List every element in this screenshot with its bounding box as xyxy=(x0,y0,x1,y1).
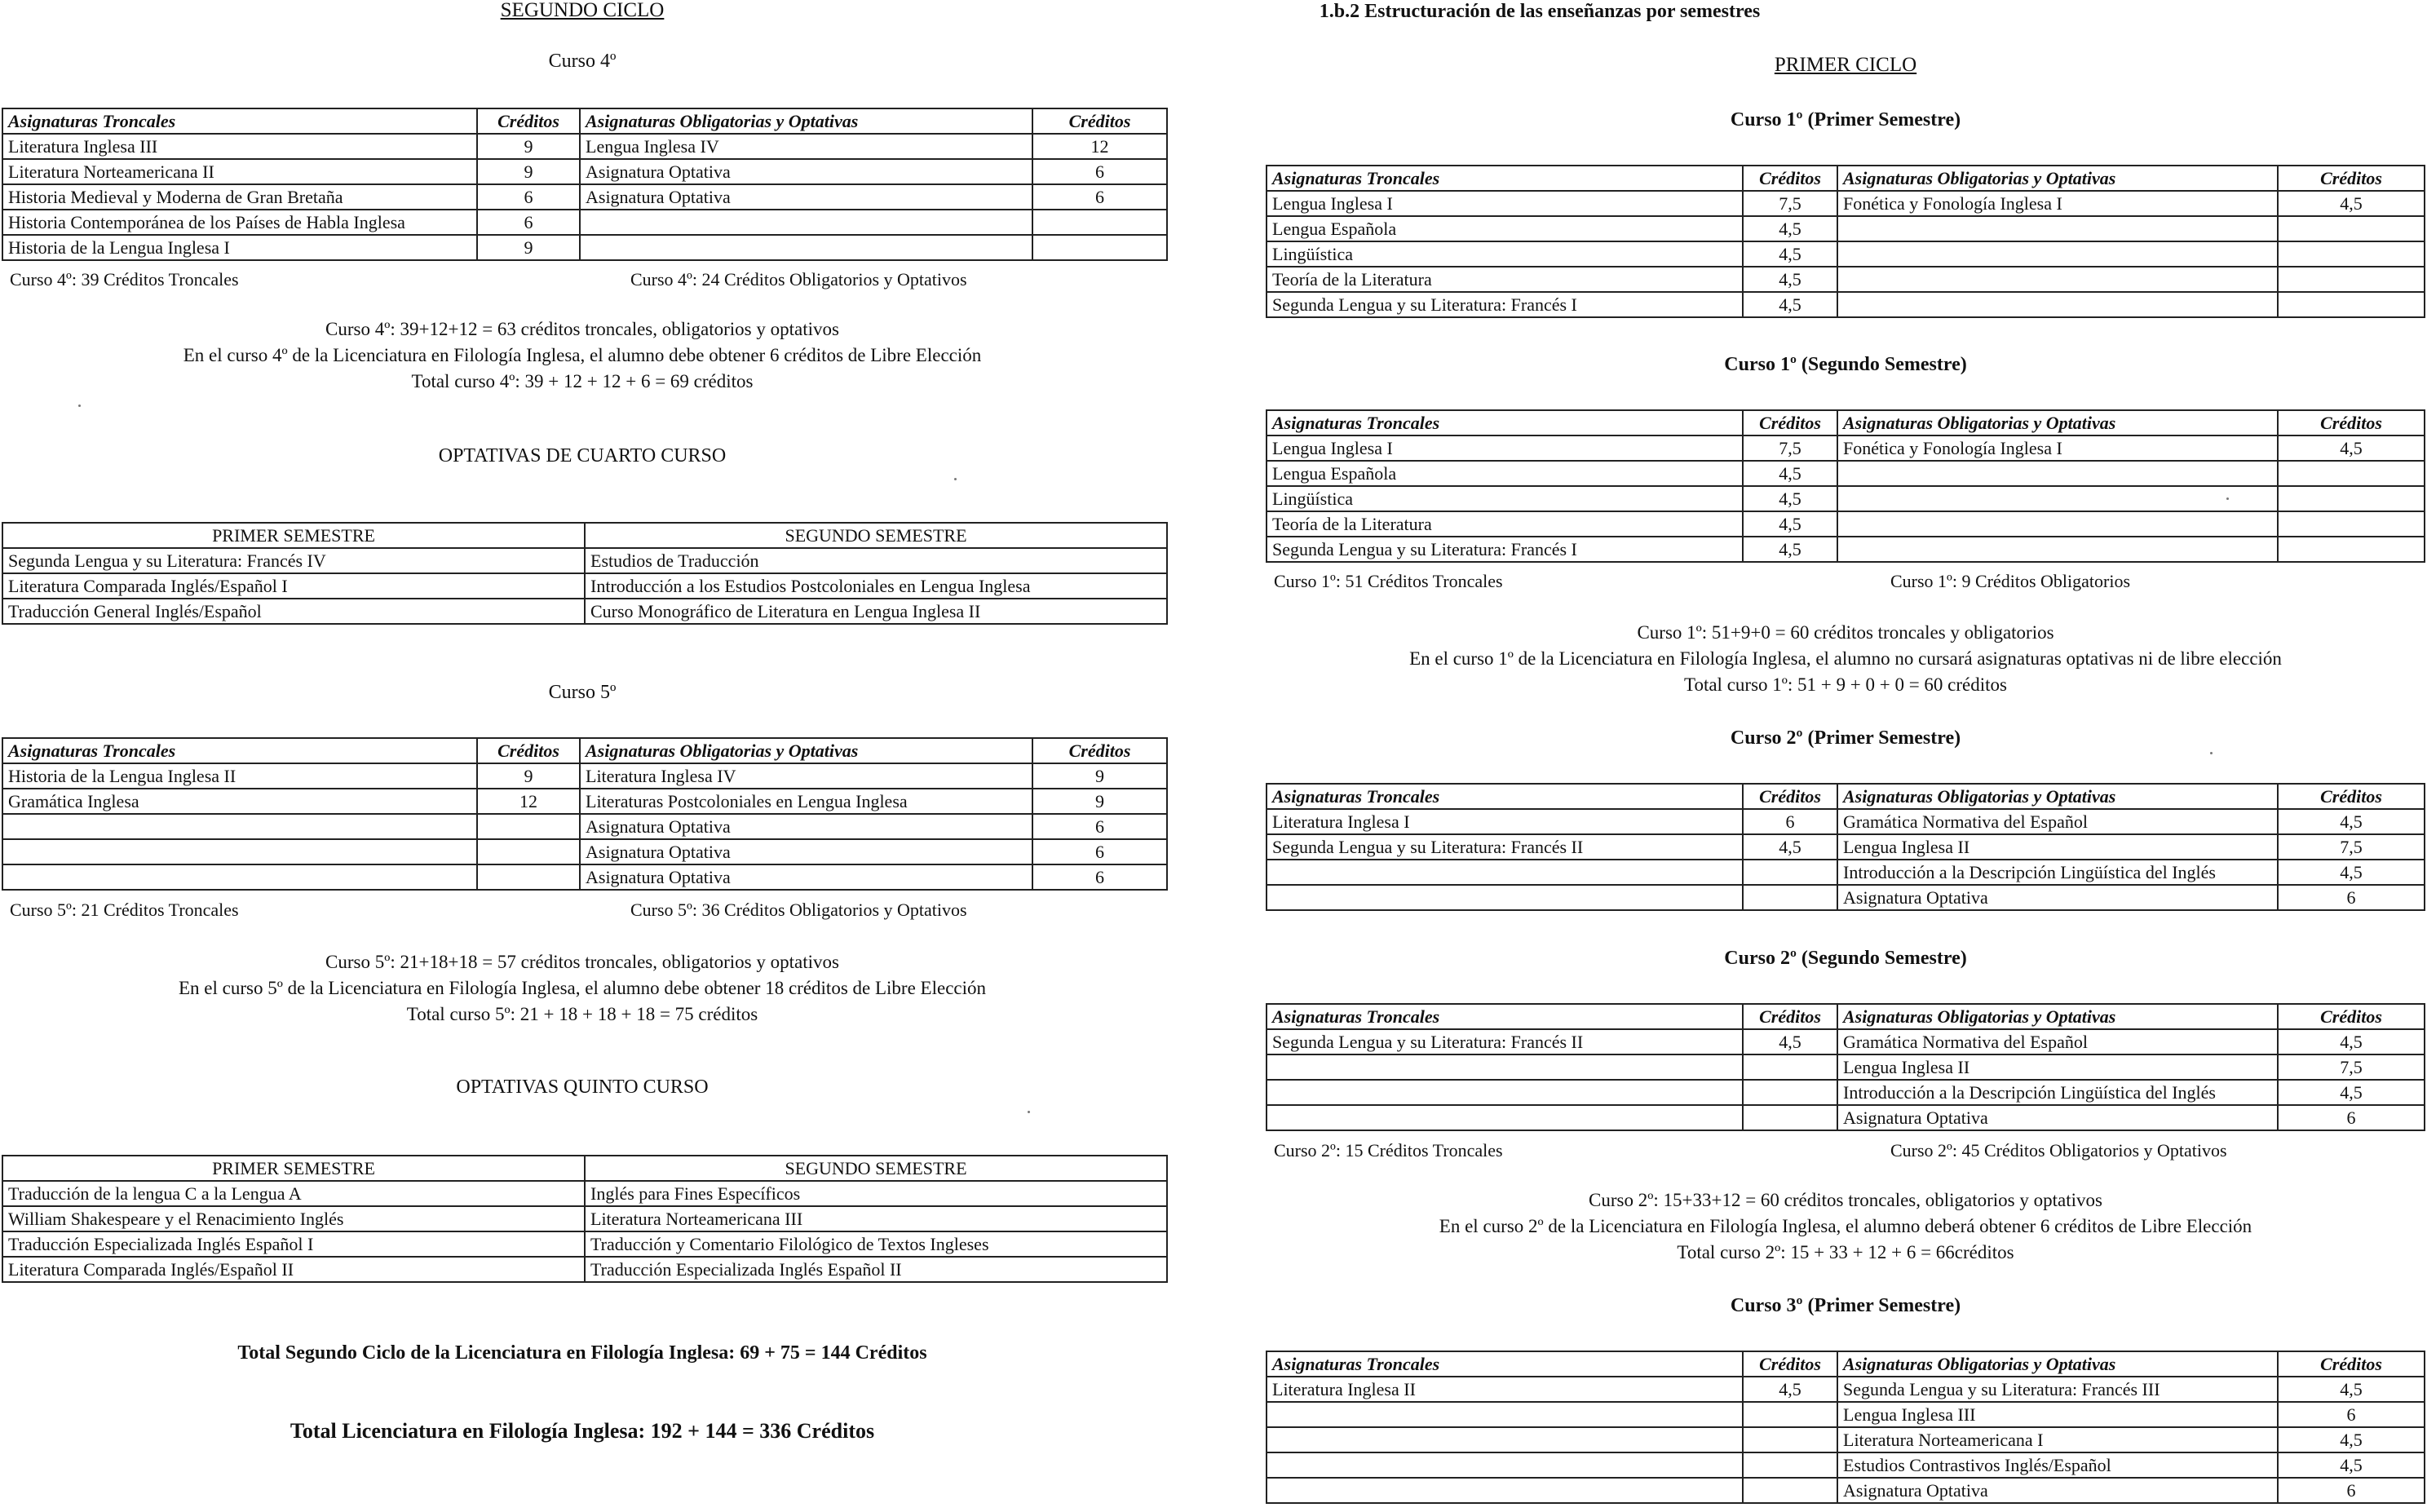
summary-line: En el curso 2º de la Licenciatura en Filología Inglesa, el alumno deberá obtener 6 créditos de Libre Elección xyxy=(1439,1216,2252,1236)
credits-cell: 4,5 xyxy=(2278,1377,2425,1402)
subject-cell xyxy=(2,814,477,839)
table-row xyxy=(1267,1029,2425,1054)
credits-cell xyxy=(1743,1402,1837,1427)
column-header: Asignaturas Obligatorias y Optativas xyxy=(1837,1004,2278,1029)
subject-cell: Literatura Inglesa IV xyxy=(580,763,1032,789)
credits-cell: 4,5 xyxy=(2278,435,2425,461)
subject-cell: William Shakespeare y el Renacimiento Inglés xyxy=(2,1206,585,1231)
subject-cell xyxy=(580,235,1032,260)
column-header: Créditos xyxy=(1032,738,1167,763)
credits-cell xyxy=(477,814,580,839)
subject-cell: Introducción a los Estudios Postcoloniales en Lengua Inglesa xyxy=(585,573,1167,599)
subject-cell: Curso Monográfico de Literatura en Lengua Inglesa II xyxy=(585,599,1167,624)
table-row xyxy=(1267,486,2425,511)
table-row xyxy=(1267,1478,2425,1503)
subject-cell: Teoría de la Literatura xyxy=(1267,267,1743,292)
subject-cell: Literatura Inglesa I xyxy=(1267,809,1743,834)
table-row xyxy=(1267,461,2425,486)
subject-cell: Asignatura Optativa xyxy=(580,159,1032,184)
subject-cell: Literatura Comparada Inglés/Español I xyxy=(2,573,585,599)
summary-line: Curso 2º: 15+33+12 = 60 créditos troncales, obligatorios y optativos xyxy=(1589,1190,2102,1210)
credits-cell: 4,5 xyxy=(1743,537,1837,562)
credits-cell xyxy=(1743,1105,1837,1130)
column-header: Asignaturas Obligatorias y Optativas xyxy=(1837,1351,2278,1377)
subject-cell: Traducción Especializada Inglés Español II xyxy=(585,1257,1167,1282)
credits-cell: 6 xyxy=(2278,885,2425,910)
table-header-row xyxy=(1267,166,2425,191)
c1s2-table xyxy=(1266,409,2425,563)
subject-cell xyxy=(1837,216,2278,241)
subject-cell xyxy=(1267,1478,1743,1503)
subject-cell: Segunda Lengua y su Literatura: Francés I xyxy=(1267,292,1743,317)
column-header: Asignaturas Troncales xyxy=(1267,166,1743,191)
subject-cell: Asignatura Optativa xyxy=(580,864,1032,890)
subject-cell: Literaturas Postcoloniales en Lengua Inglesa xyxy=(580,789,1032,814)
subject-cell xyxy=(1837,461,2278,486)
credits-cell: 7,5 xyxy=(2278,1054,2425,1080)
credits-cell: 4,5 xyxy=(1743,461,1837,486)
subject-cell xyxy=(1267,860,1743,885)
c2-caption-troncales: Curso 2º: 15 Créditos Troncales xyxy=(1274,1140,1503,1161)
summary-line: Curso 1º: 51+9+0 = 60 créditos troncales y obligatorios xyxy=(1637,622,2054,643)
credits-cell: 4,5 xyxy=(1743,834,1837,860)
column-header: Créditos xyxy=(1743,1351,1837,1377)
subject-cell: Asignatura Optativa xyxy=(580,814,1032,839)
table-header-row xyxy=(2,523,1167,548)
table-row xyxy=(2,839,1167,864)
c2s2-table xyxy=(1266,1003,2425,1131)
table-row xyxy=(1267,1105,2425,1130)
subject-cell: Lingüística xyxy=(1267,241,1743,267)
scan-speck xyxy=(2226,497,2229,500)
curso5-table xyxy=(2,737,1168,891)
credits-cell: 4,5 xyxy=(2278,860,2425,885)
c1s1-table xyxy=(1266,165,2425,318)
subject-cell: Historia Medieval y Moderna de Gran Bretaña xyxy=(2,184,477,210)
subject-cell: Lengua Inglesa II xyxy=(1837,1054,2278,1080)
credits-cell: 4,5 xyxy=(1743,267,1837,292)
subject-cell: Lengua Española xyxy=(1267,216,1743,241)
summary-line: En el curso 4º de la Licenciatura en Filología Inglesa, el alumno debe obtener 6 créditos de Libre Elección xyxy=(183,345,982,365)
subject-cell xyxy=(1267,1452,1743,1478)
column-header: Créditos xyxy=(1743,410,1837,435)
credits-cell xyxy=(1743,1054,1837,1080)
credits-cell: 6 xyxy=(477,184,580,210)
credits-cell: 9 xyxy=(477,134,580,159)
subject-cell: Gramática Normativa del Español xyxy=(1837,1029,2278,1054)
credits-cell xyxy=(1743,885,1837,910)
subject-cell xyxy=(1267,1402,1743,1427)
credits-cell xyxy=(2278,216,2425,241)
subject-cell: Traducción y Comentario Filológico de Textos Ingleses xyxy=(585,1231,1167,1257)
table-row xyxy=(1267,241,2425,267)
subject-cell: Asignatura Optativa xyxy=(580,839,1032,864)
curso4-table xyxy=(2,108,1168,261)
c2-summary xyxy=(1264,1187,2427,1266)
credits-cell: 7,5 xyxy=(1743,191,1837,216)
credits-cell: 7,5 xyxy=(1743,435,1837,461)
subject-cell: Segunda Lengua y su Literatura: Francés II xyxy=(1267,1029,1743,1054)
table-row xyxy=(2,1206,1167,1231)
curso5-title: Curso 5º xyxy=(548,682,617,703)
subject-cell: Literatura Norteamericana II xyxy=(2,159,477,184)
column-header: Créditos xyxy=(1743,1004,1837,1029)
curso4-caption-obligatorios: Curso 4º: 24 Créditos Obligatorios y Optativos xyxy=(630,269,967,290)
c1s1-title: Curso 1º (Primer Semestre) xyxy=(1730,109,1961,130)
scan-speck xyxy=(78,405,81,407)
table-row xyxy=(2,548,1167,573)
table-row xyxy=(2,599,1167,624)
subject-cell: Introducción a la Descripción Lingüística del Inglés xyxy=(1837,860,2278,885)
subject-cell: Segunda Lengua y su Literatura: Francés I xyxy=(1267,537,1743,562)
subject-cell xyxy=(1837,241,2278,267)
credits-cell xyxy=(1743,1478,1837,1503)
table-row xyxy=(1267,1402,2425,1427)
credits-cell xyxy=(477,839,580,864)
credits-cell: 6 xyxy=(1743,809,1837,834)
summary-line: Total curso 1º: 51 + 9 + 0 + 0 = 60 créditos xyxy=(1684,674,2007,695)
subject-cell: Asignatura Optativa xyxy=(1837,1478,2278,1503)
credits-cell xyxy=(1743,1080,1837,1105)
subject-cell xyxy=(1837,267,2278,292)
column-header: SEGUNDO SEMESTRE xyxy=(585,1156,1167,1181)
table-row xyxy=(1267,435,2425,461)
column-header: Asignaturas Obligatorias y Optativas xyxy=(1837,410,2278,435)
subject-cell: Lengua Inglesa IV xyxy=(580,134,1032,159)
subject-cell: Lingüística xyxy=(1267,486,1743,511)
subject-cell: Literatura Norteamericana III xyxy=(585,1206,1167,1231)
column-header: Asignaturas Troncales xyxy=(1267,1351,1743,1377)
subject-cell xyxy=(1837,486,2278,511)
curso5-caption-obligatorios: Curso 5º: 36 Créditos Obligatorios y Optativos xyxy=(630,900,967,920)
table-row xyxy=(1267,191,2425,216)
column-header: SEGUNDO SEMESTRE xyxy=(585,523,1167,548)
credits-cell: 6 xyxy=(2278,1478,2425,1503)
table-row xyxy=(1267,292,2425,317)
column-header: Asignaturas Troncales xyxy=(2,738,477,763)
table-row xyxy=(2,763,1167,789)
c2s1-title: Curso 2º (Primer Semestre) xyxy=(1730,727,1961,749)
credits-cell: 9 xyxy=(1032,789,1167,814)
credits-cell: 4,5 xyxy=(2278,1029,2425,1054)
c3s1-title: Curso 3º (Primer Semestre) xyxy=(1730,1295,1961,1316)
subject-cell: Estudios Contrastivos Inglés/Español xyxy=(1837,1452,2278,1478)
credits-cell xyxy=(1743,1452,1837,1478)
credits-cell xyxy=(477,864,580,890)
table-row xyxy=(2,1181,1167,1206)
column-header: Créditos xyxy=(477,108,580,134)
subject-cell: Lengua Española xyxy=(1267,461,1743,486)
c1-summary xyxy=(1264,620,2427,698)
column-header: Asignaturas Obligatorias y Optativas xyxy=(580,738,1032,763)
credits-cell: 4,5 xyxy=(1743,1029,1837,1054)
column-header: Créditos xyxy=(1743,784,1837,809)
table-header-row xyxy=(2,738,1167,763)
credits-cell: 12 xyxy=(1032,134,1167,159)
subject-cell: Historia de la Lengua Inglesa I xyxy=(2,235,477,260)
curso4-caption-troncales: Curso 4º: 39 Créditos Troncales xyxy=(10,269,239,290)
summary-line: Curso 5º: 21+18+18 = 57 créditos troncales, obligatorios y optativos xyxy=(325,952,839,972)
column-header: Asignaturas Obligatorias y Optativas xyxy=(1837,166,2278,191)
c2-caption-obligatorios: Curso 2º: 45 Créditos Obligatorios y Optativos xyxy=(1890,1140,2227,1161)
credits-cell: 4,5 xyxy=(2278,809,2425,834)
credits-cell: 6 xyxy=(1032,159,1167,184)
table-row xyxy=(1267,834,2425,860)
scan-speck xyxy=(1028,1111,1030,1113)
credits-cell: 9 xyxy=(477,159,580,184)
subject-cell: Introducción a la Descripción Lingüística del Inglés xyxy=(1837,1080,2278,1105)
table-header-row xyxy=(1267,410,2425,435)
column-header: Asignaturas Troncales xyxy=(1267,1004,1743,1029)
optativas5-table xyxy=(2,1155,1168,1283)
subject-cell xyxy=(1267,1080,1743,1105)
c1-caption-troncales: Curso 1º: 51 Créditos Troncales xyxy=(1274,571,1503,591)
credits-cell: 6 xyxy=(1032,839,1167,864)
credits-cell: 9 xyxy=(477,235,580,260)
credits-cell: 4,5 xyxy=(1743,292,1837,317)
c2s1-table xyxy=(1266,783,2425,911)
subject-cell: Literatura Inglesa II xyxy=(1267,1377,1743,1402)
subject-cell: Asignatura Optativa xyxy=(580,184,1032,210)
column-header: Créditos xyxy=(1743,166,1837,191)
c1s2-title: Curso 1º (Segundo Semestre) xyxy=(1724,354,1967,375)
subject-cell: Traducción de la lengua C a la Lengua A xyxy=(2,1181,585,1206)
subject-cell: Fonética y Fonología Inglesa I xyxy=(1837,435,2278,461)
credits-cell xyxy=(1032,235,1167,260)
subject-cell: Lengua Inglesa I xyxy=(1267,191,1743,216)
credits-cell: 6 xyxy=(1032,814,1167,839)
subject-cell: Lengua Inglesa III xyxy=(1837,1402,2278,1427)
column-header: Asignaturas Troncales xyxy=(2,108,477,134)
scan-speck xyxy=(2210,752,2213,754)
table-row xyxy=(2,573,1167,599)
table-row xyxy=(1267,1452,2425,1478)
credits-cell xyxy=(2278,511,2425,537)
table-row xyxy=(1267,1427,2425,1452)
subject-cell: Traducción General Inglés/Español xyxy=(2,599,585,624)
table-row xyxy=(2,159,1167,184)
subject-cell xyxy=(2,839,477,864)
subject-cell: Teoría de la Literatura xyxy=(1267,511,1743,537)
subject-cell: Segunda Lengua y su Literatura: Francés II xyxy=(1267,834,1743,860)
column-header: Asignaturas Obligatorias y Optativas xyxy=(580,108,1032,134)
column-header: Créditos xyxy=(2278,166,2425,191)
credits-cell: 4,5 xyxy=(1743,1377,1837,1402)
column-header: Créditos xyxy=(2278,784,2425,809)
table-row xyxy=(2,1257,1167,1282)
table-row xyxy=(1267,216,2425,241)
table-row xyxy=(2,789,1167,814)
subject-cell xyxy=(1267,885,1743,910)
subject-cell: Lengua Inglesa II xyxy=(1837,834,2278,860)
column-header: Créditos xyxy=(2278,1004,2425,1029)
table-row xyxy=(1267,1377,2425,1402)
table-row xyxy=(1267,537,2425,562)
credits-cell xyxy=(2278,461,2425,486)
table-row xyxy=(1267,860,2425,885)
summary-line: Total curso 4º: 39 + 12 + 12 + 6 = 69 créditos xyxy=(411,371,754,391)
table-row xyxy=(2,864,1167,890)
subject-cell: Estudios de Traducción xyxy=(585,548,1167,573)
column-header: Asignaturas Troncales xyxy=(1267,784,1743,809)
subject-cell xyxy=(1267,1427,1743,1452)
subject-cell: Asignatura Optativa xyxy=(1837,885,2278,910)
summary-line: En el curso 5º de la Licenciatura en Filología Inglesa, el alumno debe obtener 18 créditos de Libre Elección xyxy=(178,978,986,998)
optativas4-table xyxy=(2,522,1168,625)
column-header: PRIMER SEMESTRE xyxy=(2,523,585,548)
subject-cell: Segunda Lengua y su Literatura: Francés III xyxy=(1837,1377,2278,1402)
total-licenciatura: Total Licenciatura en Filología Inglesa: 192 + 144 = 336 Créditos xyxy=(290,1419,875,1443)
table-row xyxy=(1267,1080,2425,1105)
primer-ciclo-title: PRIMER CICLO xyxy=(1774,54,1917,76)
c1-caption-obligatorios: Curso 1º: 9 Créditos Obligatorios xyxy=(1890,571,2131,591)
subject-cell xyxy=(1837,537,2278,562)
curso4-title: Curso 4º xyxy=(548,51,617,72)
subject-cell xyxy=(1837,292,2278,317)
table-header-row xyxy=(2,108,1167,134)
optativas5-title: OPTATIVAS QUINTO CURSO xyxy=(456,1077,709,1098)
subject-cell: Historia Contemporánea de los Países de Habla Inglesa xyxy=(2,210,477,235)
credits-cell: 6 xyxy=(477,210,580,235)
credits-cell: 6 xyxy=(1032,864,1167,890)
c3s1-table xyxy=(1266,1351,2425,1504)
subject-cell xyxy=(1837,511,2278,537)
credits-cell: 4,5 xyxy=(2278,191,2425,216)
credits-cell: 9 xyxy=(477,763,580,789)
column-header: Asignaturas Obligatorias y Optativas xyxy=(1837,784,2278,809)
credits-cell: 7,5 xyxy=(2278,834,2425,860)
table-row xyxy=(2,210,1167,235)
subject-cell: Literatura Comparada Inglés/Español II xyxy=(2,1257,585,1282)
column-header: PRIMER SEMESTRE xyxy=(2,1156,585,1181)
table-header-row xyxy=(1267,1004,2425,1029)
summary-line: Curso 4º: 39+12+12 = 63 créditos troncales, obligatorios y optativos xyxy=(325,319,839,339)
section-heading: 1.b.2 Estructuración de las enseñanzas por semestres xyxy=(1319,1,1761,22)
subject-cell: Lengua Inglesa I xyxy=(1267,435,1743,461)
credits-cell xyxy=(2278,292,2425,317)
credits-cell: 4,5 xyxy=(1743,241,1837,267)
summary-line: Total curso 2º: 15 + 33 + 12 + 6 = 66créditos xyxy=(1677,1242,2014,1262)
curso5-summary xyxy=(0,949,1165,1028)
credits-cell: 4,5 xyxy=(2278,1080,2425,1105)
credits-cell: 6 xyxy=(2278,1105,2425,1130)
curso5-caption-troncales: Curso 5º: 21 Créditos Troncales xyxy=(10,900,239,920)
table-row xyxy=(2,235,1167,260)
credits-cell xyxy=(1743,1427,1837,1452)
credits-cell: 4,5 xyxy=(1743,511,1837,537)
subject-cell xyxy=(2,864,477,890)
credits-cell: 4,5 xyxy=(2278,1452,2425,1478)
table-row xyxy=(1267,511,2425,537)
subject-cell: Literatura Inglesa III xyxy=(2,134,477,159)
credits-cell: 4,5 xyxy=(1743,216,1837,241)
summary-line: En el curso 1º de la Licenciatura en Filología Inglesa, el alumno no cursará asignaturas optativas ni de libre elección xyxy=(1409,648,2282,669)
table-row xyxy=(1267,267,2425,292)
segundo-ciclo-title: SEGUNDO CICLO xyxy=(500,0,665,21)
credits-cell: 4,5 xyxy=(1743,486,1837,511)
subject-cell: Gramática Normativa del Español xyxy=(1837,809,2278,834)
scan-speck xyxy=(954,478,957,480)
subject-cell: Historia de la Lengua Inglesa II xyxy=(2,763,477,789)
subject-cell: Gramática Inglesa xyxy=(2,789,477,814)
table-row xyxy=(1267,1054,2425,1080)
subject-cell xyxy=(580,210,1032,235)
table-header-row xyxy=(1267,784,2425,809)
total-segundo-ciclo: Total Segundo Ciclo de la Licenciatura en Filología Inglesa: 69 + 75 = 144 Créditos xyxy=(237,1342,927,1364)
subject-cell xyxy=(1267,1105,1743,1130)
subject-cell: Traducción Especializada Inglés Español I xyxy=(2,1231,585,1257)
column-header: Créditos xyxy=(477,738,580,763)
credits-cell: 6 xyxy=(1032,184,1167,210)
table-row xyxy=(2,184,1167,210)
credits-cell xyxy=(1032,210,1167,235)
table-header-row xyxy=(1267,1351,2425,1377)
credits-cell xyxy=(2278,486,2425,511)
table-row xyxy=(2,1231,1167,1257)
table-header-row xyxy=(2,1156,1167,1181)
c2s2-title: Curso 2º (Segundo Semestre) xyxy=(1724,948,1967,969)
credits-cell: 4,5 xyxy=(2278,1427,2425,1452)
table-row xyxy=(1267,809,2425,834)
credits-cell xyxy=(2278,241,2425,267)
column-header: Créditos xyxy=(2278,410,2425,435)
subject-cell: Fonética y Fonología Inglesa I xyxy=(1837,191,2278,216)
credits-cell: 9 xyxy=(1032,763,1167,789)
credits-cell: 12 xyxy=(477,789,580,814)
column-header: Asignaturas Troncales xyxy=(1267,410,1743,435)
credits-cell xyxy=(1743,860,1837,885)
table-row xyxy=(1267,885,2425,910)
optativas4-title: OPTATIVAS DE CUARTO CURSO xyxy=(438,445,727,466)
summary-line: Total curso 5º: 21 + 18 + 18 + 18 = 75 créditos xyxy=(406,1004,758,1024)
subject-cell: Segunda Lengua y su Literatura: Francés IV xyxy=(2,548,585,573)
subject-cell xyxy=(1267,1054,1743,1080)
subject-cell: Literatura Norteamericana I xyxy=(1837,1427,2278,1452)
credits-cell: 6 xyxy=(2278,1402,2425,1427)
column-header: Créditos xyxy=(2278,1351,2425,1377)
credits-cell xyxy=(2278,537,2425,562)
table-row xyxy=(2,814,1167,839)
curso4-summary xyxy=(0,316,1165,395)
subject-cell: Asignatura Optativa xyxy=(1837,1105,2278,1130)
column-header: Créditos xyxy=(1032,108,1167,134)
credits-cell xyxy=(2278,267,2425,292)
table-row xyxy=(2,134,1167,159)
subject-cell: Inglés para Fines Específicos xyxy=(585,1181,1167,1206)
